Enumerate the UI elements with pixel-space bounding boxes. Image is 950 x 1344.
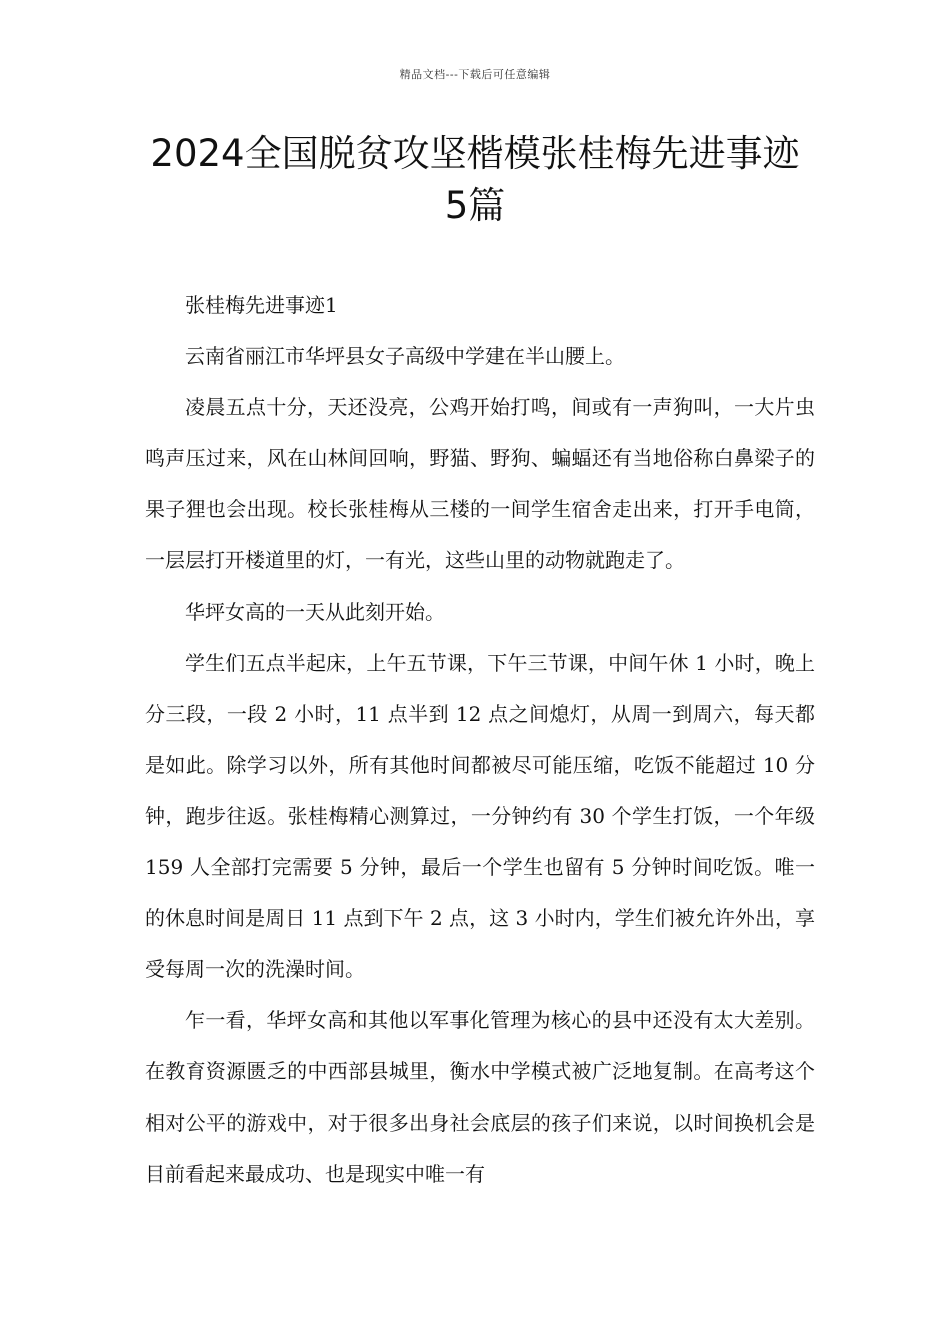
paragraph: 凌晨五点十分，天还没亮，公鸡开始打鸣，间或有一声狗叫，一大片虫鸣声压过来，风在山林间回响，野猫、野狗、蝙蝠还有当地俗称白鼻梁子的果子狸也会出现。校长张桂梅从三楼的一间学生宿舍走出来，打开手电筒，一层层打开楼道里的灯，一有光，这些山里的动物就跑走了。 (145, 395, 815, 573)
title-line-2: 5篇 (444, 184, 506, 227)
paragraph: 学生们五点半起床，上午五节课，下午三节课，中间午休 1 小时，晚上分三段，一段 2 小时，11 点半到 12 点之间熄灯，从周一到周六，每天都是如此。除学习以外，所有其他时间都被尽可能压缩，吃饭不能超过 10 分钟，跑步往返。张桂梅精心测算过，一分钟约有 30 个学生打饭，一个年级 159 人全部打完需要 5 分钟，最后一个学生也留有 5 分钟时间吃饭。唯一的休息时间是周日 11 点到下午 2 点，这 3 小时内，学生们被允许外出，享受每周一次的洗澡时间。 (145, 650, 815, 982)
title-line-1: 2024全国脱贫攻坚楷模张桂梅先进事迹 (150, 132, 800, 175)
paragraph: 华坪女高的一天从此刻开始。 (185, 599, 445, 624)
document-body (145, 280, 815, 1200)
paragraph: 云南省丽江市华坪县女子高级中学建在半山腰上。 (185, 344, 625, 369)
document-title (100, 128, 850, 232)
paragraph: 乍一看，华坪女高和其他以军事化管理为核心的县中还没有太大差别。在教育资源匮乏的中西部县城里，衡水中学模式被广泛地复制。在高考这个相对公平的游戏中，对于很多出身社会底层的孩子们来说，以时间换机会是目前看起来最成功、也是现实中唯一有 (145, 1008, 815, 1186)
header-note: 精品文档---下载后可任意编辑 (399, 68, 551, 81)
section-heading: 张桂梅先进事迹1 (185, 293, 338, 317)
